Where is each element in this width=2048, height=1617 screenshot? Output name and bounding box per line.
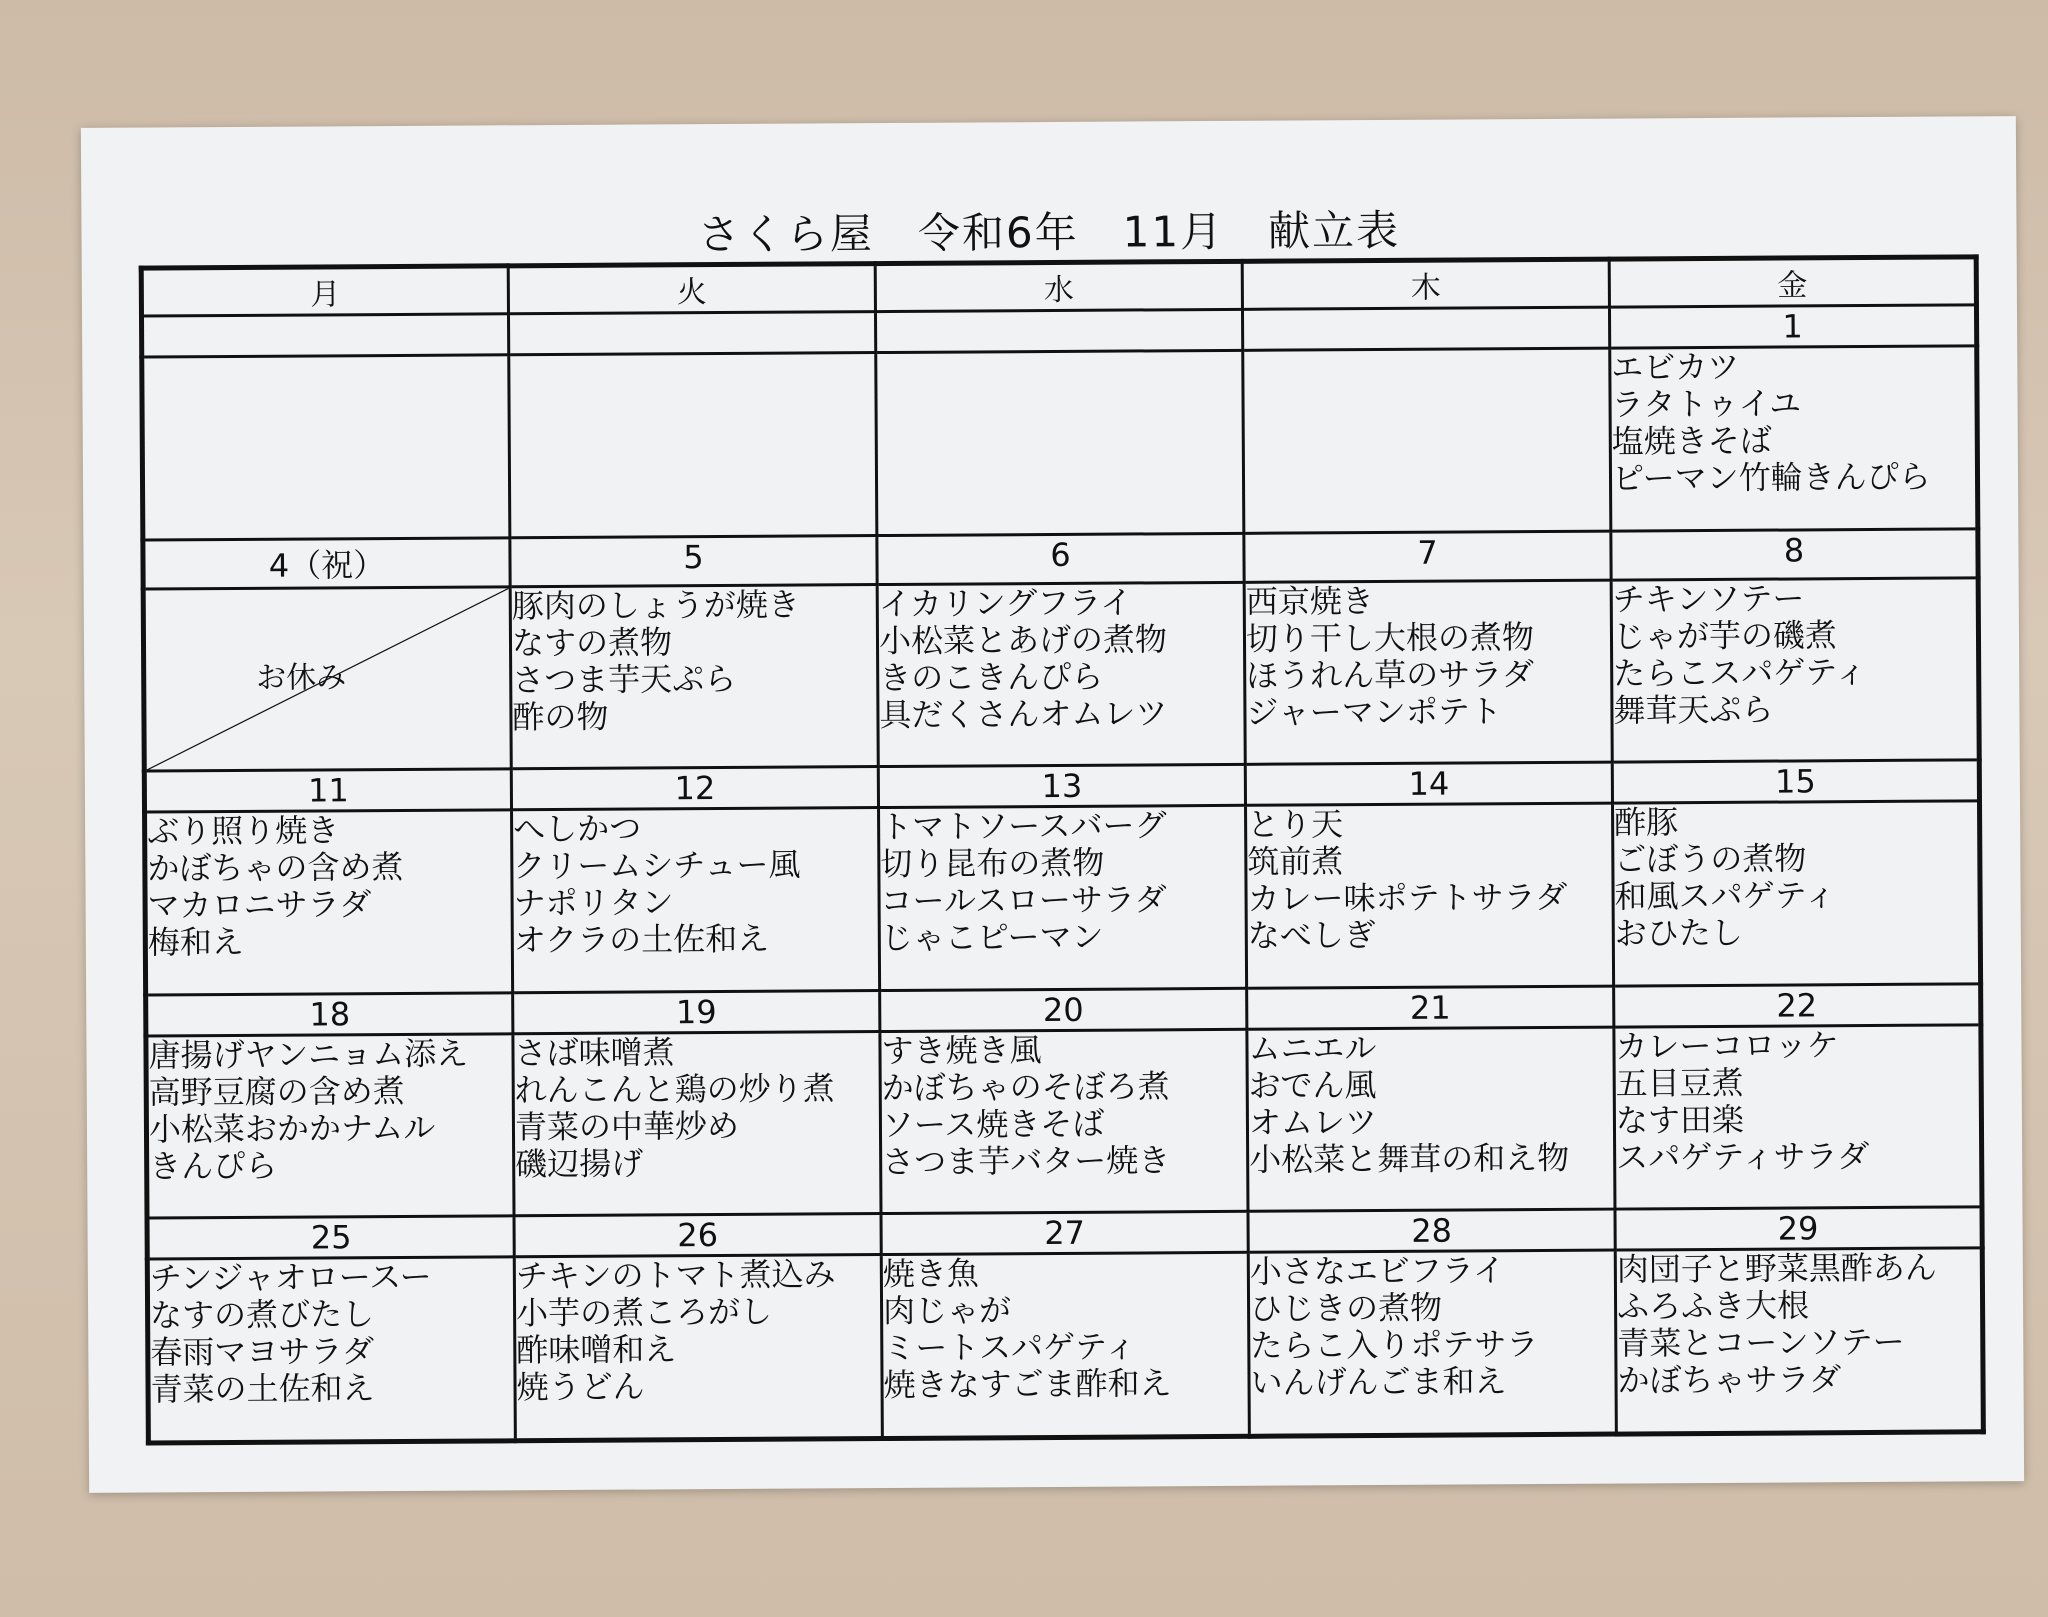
menu-item: おでん風 xyxy=(1248,1065,1377,1105)
menu-item: かぼちゃのそぼろ煮 xyxy=(881,1066,1170,1107)
holiday-label: お休み xyxy=(256,659,347,696)
day-number xyxy=(875,309,1242,352)
menu-item: 酢の物 xyxy=(512,697,609,736)
day-number: 14 xyxy=(1245,762,1612,805)
menu-item: ソース焼きそば xyxy=(881,1104,1105,1144)
menu-item: なすの煮びたし xyxy=(149,1295,375,1335)
menu-item: かぼちゃサラダ xyxy=(1617,1360,1842,1400)
menu-row xyxy=(142,346,1978,540)
menu-item: クリームシチュー風 xyxy=(513,845,801,886)
weekday-thu: 木 xyxy=(1242,259,1609,309)
menu-cell xyxy=(879,805,1247,990)
menu-item: きんぴら xyxy=(149,1146,278,1186)
weekday-wed: 水 xyxy=(875,261,1242,311)
menu-row xyxy=(145,801,1981,995)
day-number: 29 xyxy=(1615,1207,1982,1250)
menu-item: ミートスパゲティ xyxy=(883,1327,1137,1368)
menu-item: ナポリタン xyxy=(513,883,674,923)
menu-item: かぼちゃの含め煮 xyxy=(147,848,404,888)
menu-item: 小松菜おかかナムル xyxy=(148,1108,436,1149)
menu-row xyxy=(146,1024,1982,1218)
day-number: 26 xyxy=(514,1214,881,1257)
menu-cell xyxy=(1248,1250,1616,1436)
menu-item: ジャーマンポテト xyxy=(1246,691,1502,732)
menu-item: エビカツ xyxy=(1611,347,1740,387)
menu-cell xyxy=(145,810,513,995)
menu-item: 小さなエビフライ xyxy=(1249,1251,1506,1291)
menu-item: 具だくさんオムレツ xyxy=(879,693,1168,734)
menu-cell xyxy=(146,1033,514,1218)
menu-item: マカロニサラダ xyxy=(147,885,372,925)
menu-item: じゃが芋の磯煮 xyxy=(1612,615,1838,656)
day-number: 13 xyxy=(878,764,1245,807)
menu-item: 酢味噌和え xyxy=(516,1330,677,1370)
day-number: 7 xyxy=(1244,531,1611,582)
menu-item: 肉団子と野菜黒酢あん xyxy=(1616,1248,1937,1289)
day-number xyxy=(141,314,508,357)
menu-item: ひじきの煮物 xyxy=(1249,1288,1443,1328)
day-number: 8 xyxy=(1611,528,1978,579)
menu-item: きのこきんぴら xyxy=(879,657,1104,697)
menu-row xyxy=(147,1248,1983,1443)
day-number: 18 xyxy=(146,992,513,1035)
menu-cell xyxy=(1613,801,1981,986)
menu-cell xyxy=(512,808,880,993)
day-number xyxy=(508,312,875,355)
menu-item: れんこんと鶏の炒り煮 xyxy=(514,1068,835,1109)
day-number xyxy=(1242,307,1609,350)
menu-item: 焼き魚 xyxy=(882,1254,979,1294)
menu-item: なす田楽 xyxy=(1615,1100,1745,1140)
day-number: 28 xyxy=(1248,1209,1615,1252)
menu-item: 磯辺揚げ xyxy=(515,1144,644,1183)
menu-item: ほうれん草のサラダ xyxy=(1246,654,1535,695)
menu-item: ピーマン竹輪きんぴら xyxy=(1611,457,1931,498)
menu-cell xyxy=(1247,1027,1615,1212)
menu-item: さつま芋天ぷら xyxy=(512,659,737,699)
menu-item: 酢豚 xyxy=(1614,803,1679,842)
menu-cell xyxy=(1614,1024,1982,1209)
menu-item: 唐揚げヤンニョム添え xyxy=(148,1034,469,1075)
day-number: 25 xyxy=(147,1216,514,1259)
menu-item: 春雨マヨサラダ xyxy=(150,1332,375,1372)
menu-item: 切り昆布の煮物 xyxy=(880,843,1105,884)
menu-cell xyxy=(1615,1248,1983,1434)
menu-cell xyxy=(1246,803,1614,988)
menu-cell xyxy=(514,1255,882,1441)
menu-cell xyxy=(881,1253,1249,1439)
menu-cell xyxy=(513,1031,881,1216)
day-number: 15 xyxy=(1612,760,1979,803)
menu-cell xyxy=(876,350,1244,535)
menu-cell xyxy=(1611,577,1979,762)
menu-item: チキンソテー xyxy=(1612,578,1805,619)
menu-item: ぶり照り焼き xyxy=(147,811,340,851)
menu-item: オムレツ xyxy=(1248,1102,1378,1142)
weekday-fri: 金 xyxy=(1609,257,1976,307)
menu-item: 肉じゃが xyxy=(882,1291,1012,1331)
menu-item: 豚肉のしょうが焼き xyxy=(511,585,800,625)
menu-cell xyxy=(147,1257,515,1443)
menu-item: 西京焼き xyxy=(1245,581,1374,621)
menu-item: トマトソースバーグ xyxy=(880,806,1167,847)
menu-item: 小芋の煮ころがし xyxy=(515,1292,773,1333)
day-number: 6 xyxy=(877,533,1244,584)
weekday-tue: 火 xyxy=(508,264,875,314)
menu-item: じゃこピーマン xyxy=(880,917,1104,958)
menu-item: チキンのトマト煮込み xyxy=(515,1255,836,1296)
menu-item: カレーコロッケ xyxy=(1615,1025,1839,1066)
menu-item: 高野豆腐の含め煮 xyxy=(148,1071,405,1112)
menu-item: 切り干し大根の煮物 xyxy=(1245,617,1535,658)
menu-cell xyxy=(509,353,877,538)
day-number: 5 xyxy=(510,535,877,586)
menu-item: カレー味ポテトサラダ xyxy=(1247,877,1568,918)
day-number: 22 xyxy=(1614,983,1981,1026)
menu-row xyxy=(143,577,1979,771)
menu-item: コールスローサラダ xyxy=(880,880,1167,921)
menu-item: 青菜の土佐和え xyxy=(150,1369,375,1409)
menu-cell xyxy=(1244,580,1612,765)
menu-item: さば味噌煮 xyxy=(514,1032,675,1072)
menu-item: 五目豆煮 xyxy=(1615,1063,1744,1103)
menu-item: なべしぎ xyxy=(1247,916,1376,955)
day-number: 1 xyxy=(1609,305,1976,348)
menu-item: たらこスパゲティ xyxy=(1613,652,1867,693)
menu-item: とり天 xyxy=(1247,805,1344,844)
day-number: 4（祝） xyxy=(143,537,510,588)
menu-item: チンジャオロースー xyxy=(149,1257,432,1298)
menu-cell xyxy=(877,582,1245,767)
menu-item: 筑前煮 xyxy=(1247,842,1344,881)
menu-cell xyxy=(510,584,878,769)
menu-item: さつま芋バター焼き xyxy=(882,1140,1171,1181)
day-number: 27 xyxy=(881,1212,1248,1255)
menu-cell xyxy=(1243,348,1611,533)
menu-cell xyxy=(880,1029,1248,1214)
menu-item: 和風スパゲティ xyxy=(1614,876,1837,916)
menu-item: 梅和え xyxy=(147,923,244,962)
page-title: さくら屋 令和6年 11月 献立表 xyxy=(697,205,1401,260)
day-number: 20 xyxy=(880,988,1247,1031)
menu-item: 青菜の中華炒め xyxy=(514,1106,740,1146)
menu-sheet xyxy=(81,116,2024,1493)
day-number: 21 xyxy=(1247,986,1614,1029)
menu-item: 小松菜と舞茸の和え物 xyxy=(1249,1138,1570,1179)
menu-item: 小松菜とあげの煮物 xyxy=(878,619,1168,660)
menu-item: 焼きなすごま酢和え xyxy=(883,1364,1172,1405)
menu-item: オクラの土佐和え xyxy=(513,919,770,960)
menu-cell xyxy=(1610,346,1978,531)
menu-item: イカリングフライ xyxy=(878,583,1133,623)
menu-cell xyxy=(143,586,511,771)
menu-item: いんげんごま和え xyxy=(1250,1362,1507,1402)
day-number: 11 xyxy=(144,769,511,812)
menu-item: 焼うどん xyxy=(516,1367,645,1407)
menu-item: 青菜とコーンソテー xyxy=(1617,1322,1905,1363)
weekday-mon: 月 xyxy=(141,266,508,316)
menu-item: 塩焼きそば xyxy=(1611,421,1772,461)
menu-item: ふろふき大根 xyxy=(1616,1286,1810,1326)
menu-item: たらこ入りポテサラ xyxy=(1250,1325,1539,1365)
menu-item: ラタトゥイユ xyxy=(1611,384,1802,424)
menu-item: おひたし xyxy=(1614,913,1743,953)
menu-item: ムニエル xyxy=(1248,1028,1377,1068)
menu-item: へしかつ xyxy=(513,809,642,849)
menu-item: ごぼうの煮物 xyxy=(1614,839,1807,879)
menu-calendar xyxy=(139,254,1986,1445)
day-number: 19 xyxy=(513,990,880,1033)
menu-cell xyxy=(142,355,510,540)
menu-item: 舞茸天ぷら xyxy=(1613,690,1774,730)
day-number: 12 xyxy=(511,767,878,810)
menu-item: スパゲティサラダ xyxy=(1616,1136,1870,1177)
menu-item: なすの煮物 xyxy=(511,622,673,662)
menu-item: すき焼き風 xyxy=(881,1030,1042,1070)
